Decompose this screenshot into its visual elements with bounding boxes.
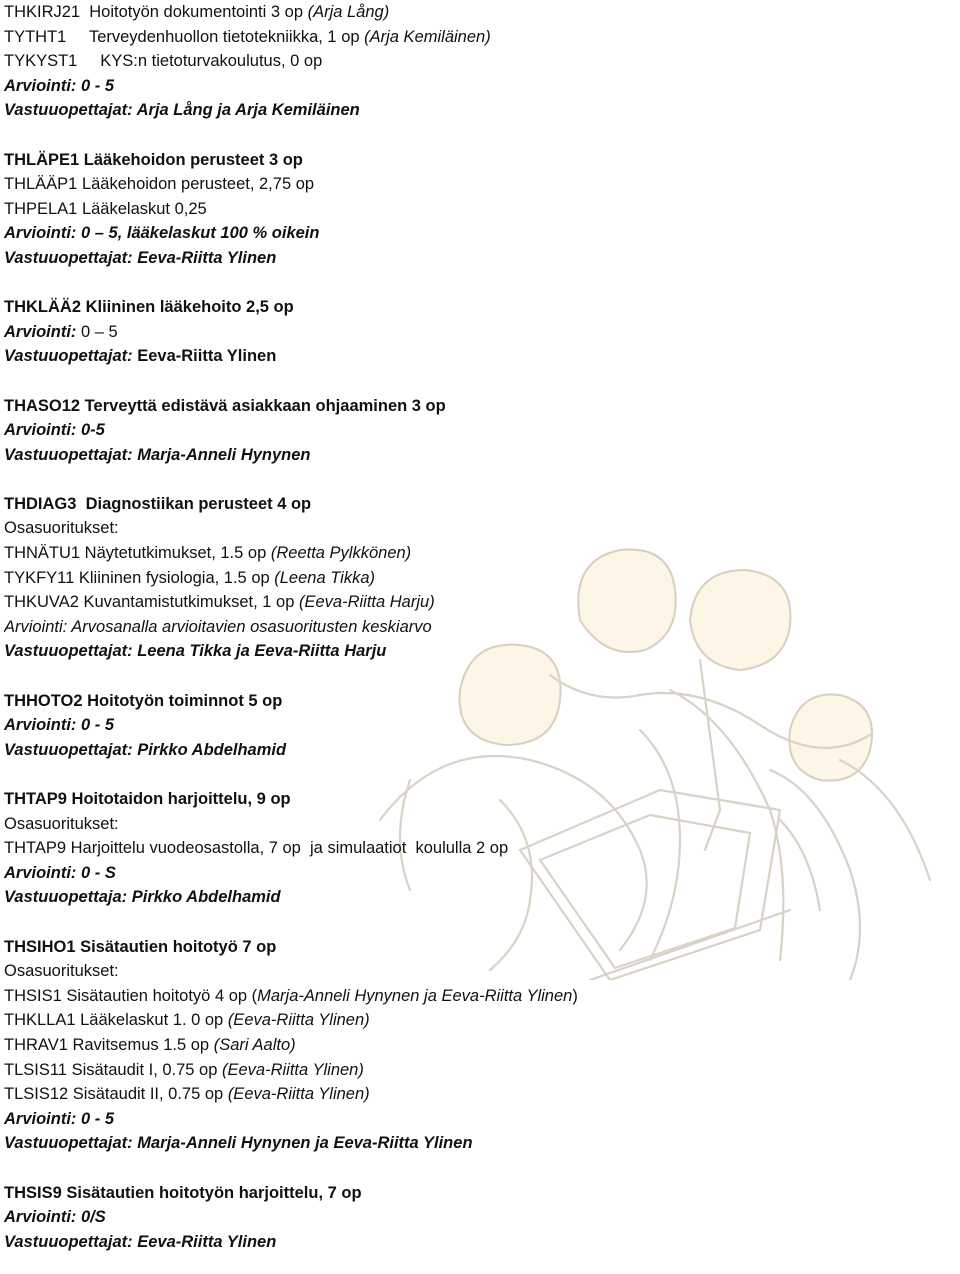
grading-line: Arviointi: 0 - 5 [4,76,115,95]
subcourses-label: Osasuoritukset: [4,962,119,981]
subcourses-label: Osasuoritukset: [4,814,119,833]
grading-line: Arviointi: 0 - S [4,863,116,882]
teachers-line: Vastuuopettajat: Arja Lång ja Arja Kemiläinen [4,101,360,120]
course-line-thsis1: THSIS1 Sisätautien hoitotyö 4 op (Marja-Anneli Hynynen ja Eeva-Riitta Ylinen) [4,986,578,1005]
course-line-thlaap1: THLÄÄP1 Lääkehoidon perusteet, 2,75 op [4,175,315,194]
course-line-thkuva2: THKUVA2 Kuvantamistutkimukset, 1 op (Eeva-Riitta Harju) [4,593,435,612]
course-line-thnatu1: THNÄTU1 Näytetutkimukset, 1.5 op (Reetta Pylkkönen) [4,544,412,563]
course-heading-thklaa2: THKLÄÄ2 Kliininen lääkehoito 2,5 op [4,298,294,317]
course-line-thklla1: THKLLA1 Lääkelaskut 1. 0 op (Eeva-Riitta Ylinen) [4,1011,370,1030]
grading-line: Arviointi: 0-5 [4,421,105,440]
teachers-line: Vastuuopettajat: Eeva-Riitta Ylinen [4,248,277,267]
grading-line: Arviointi: 0 - 5 [4,1109,115,1128]
course-heading-thsis9: THSIS9 Sisätautien hoitotyön harjoittelu, 7 op [4,1183,362,1202]
course-heading-thsiho1: THSIHO1 Sisätautien hoitotyö 7 op [4,937,277,956]
course-line-tlsis12: TLSIS12 Sisätaudit II, 0.75 op (Eeva-Riitta Ylinen) [4,1085,370,1104]
course-heading-thlape1: THLÄPE1 Lääkehoidon perusteet 3 op [4,150,303,169]
teachers-line: Vastuuopettajat: Pirkko Abdelhamid [4,740,287,759]
course-heading-thaso12: THASO12 Terveyttä edistävä asiakkaan ohjaaminen 3 op [4,396,446,415]
grading-line: Arviointi: 0/S [4,1208,106,1227]
course-heading-thtap9: THTAP9 Hoitotaidon harjoittelu, 9 op [4,790,291,808]
course-line-tytht1: TYTHT1 Terveydenhuollon tietotekniikka, 1 op (Arja Kemiläinen) [4,27,491,46]
grading-line: Arviointi: 0 – 5, lääkelaskut 100 % oikein [4,224,320,243]
course-line-thkirj21: THKIRJ21 Hoitotyön dokumentointi 3 op (Arja Lång) [4,3,390,21]
course-line-thpela1: THPELA1 Lääkelaskut 0,25 [4,199,207,218]
course-line-thrav1: THRAV1 Ravitsemus 1.5 op (Sari Aalto) [4,1035,296,1054]
grading-line: Arviointi: 0 – 5 [4,322,118,341]
course-list-document [4,0,954,1254]
course-line-tykfy11: TYKFY11 Kliininen fysiologia, 1.5 op (Leena Tikka) [4,568,375,587]
subcourses-label: Osasuoritukset: [4,519,119,538]
course-line-tlsis11: TLSIS11 Sisätaudit I, 0.75 op (Eeva-Riitta Ylinen) [4,1060,364,1079]
course-line-tykyst1: TYKYST1 KYS:n tietoturvakoulutus, 0 op [4,52,323,71]
course-heading-thhoto2: THHOTO2 Hoitotyön toiminnot 5 op [4,691,283,710]
teachers-line: Vastuuopettaja: Pirkko Abdelhamid [4,888,281,907]
course-line-thtap9-practice: THTAP9 Harjoittelu vuodeosastolla, 7 op ja simulaatiot koululla 2 op [4,839,509,858]
teachers-line: Vastuuopettajat: Eeva-Riitta Ylinen [4,347,277,366]
grading-line: Arviointi: Arvosanalla arvioitavien osasuoritusten keskiarvo [4,617,432,636]
teachers-line: Vastuuopettajat: Marja-Anneli Hynynen ja Eeva-Riitta Ylinen [4,1134,473,1153]
teachers-line: Vastuuopettajat: Leena Tikka ja Eeva-Riitta Harju [4,642,387,661]
grading-line: Arviointi: 0 - 5 [4,716,115,735]
teachers-line: Vastuuopettajat: Marja-Anneli Hynynen [4,445,311,464]
course-heading-thdiag3: THDIAG3 Diagnostiikan perusteet 4 op [4,494,312,513]
teachers-line: Vastuuopettajat: Eeva-Riitta Ylinen [4,1232,277,1251]
